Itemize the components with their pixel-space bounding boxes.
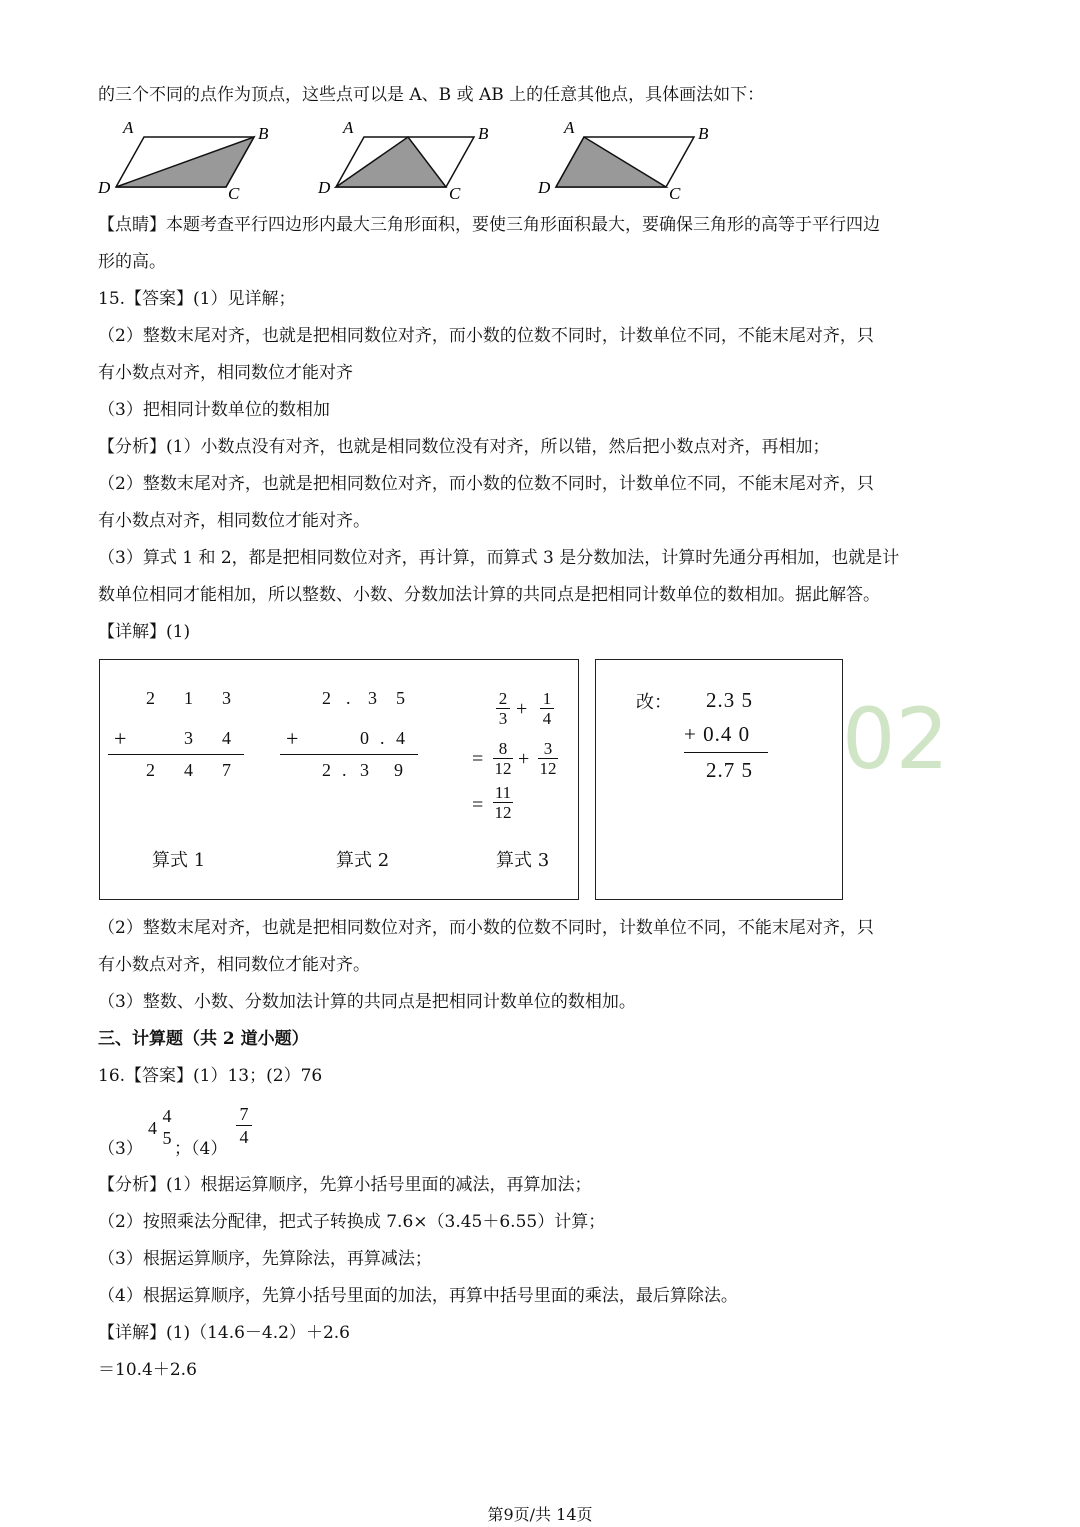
answer-prefix: （3） [98, 1139, 143, 1159]
text-line: （4）根据运算顺序，先算小括号里面的加法，再算中括号里面的乘法，最后算除法。 [98, 1286, 738, 1306]
digit: 2 [322, 688, 331, 708]
corrected-calculation-box [595, 659, 843, 900]
label-d: D [318, 178, 331, 197]
page-footer: 第9页/共 14页 [487, 1505, 593, 1524]
parallelogram-figures [96, 115, 736, 205]
digit: 1 [184, 688, 193, 708]
label-a: A [564, 118, 575, 137]
digit: 2 [146, 688, 155, 708]
digit: 3 [368, 688, 377, 708]
fraction: 4 5 [162, 1106, 172, 1148]
text-line: （2）整数末尾对齐，也就是把相同数位对齐，而小数的位数不同时，计数单位不同，不能末尾对齐，只 [98, 474, 874, 494]
label-d: D [538, 178, 551, 197]
digit: 2 [146, 760, 155, 780]
sum-line [684, 752, 768, 753]
fraction: 1 4 [540, 690, 554, 727]
watermark: 02 [842, 690, 949, 788]
digit: 0 [360, 728, 369, 748]
digit: 2 [322, 760, 331, 780]
fraction: 11 12 [494, 783, 512, 822]
caption: 算式 2 [336, 850, 390, 871]
equals-sign: = [472, 794, 484, 816]
label-d: D [98, 178, 111, 197]
digit: . [380, 728, 385, 748]
corrected-row: 2.3 5 [706, 688, 753, 712]
digit: . [342, 760, 347, 780]
corrected-row: + 0.4 0 [684, 722, 751, 746]
text-line: 【详解】(1)（14.6－4.2）＋2.6 [98, 1323, 351, 1343]
label-a: A [343, 118, 354, 137]
digit: 5 [396, 688, 405, 708]
caption: 算式 3 [496, 850, 550, 871]
label-b: B [258, 124, 269, 143]
label-c: C [669, 184, 681, 203]
sum-line [108, 754, 244, 755]
digit: 4 [396, 728, 405, 748]
calculation-box [99, 659, 579, 900]
plus-sign: + [516, 698, 528, 720]
figure-1 [97, 118, 269, 203]
text-line: （2）按照乘法分配律，把式子转换成 7.6×（3.45＋6.55）计算； [98, 1212, 606, 1232]
corrected-row: 2.7 5 [706, 758, 753, 782]
fraction: 3 12 [539, 739, 557, 778]
text-line: （3）根据运算顺序，先算除法，再算减法； [98, 1249, 432, 1269]
text-line: （3）算式 1 和 2，都是把相同数位对齐，再计算，而算式 3 是分数加法，计算时先通分再相加，也就是计 [98, 548, 900, 568]
label-b: B [698, 124, 709, 143]
text-line: 【分析】(1）根据运算顺序，先算小括号里面的减法，再算加法； [98, 1175, 592, 1195]
figure-2 [317, 118, 489, 203]
digit: . [346, 688, 351, 708]
answer-separator: ；（4） [174, 1139, 228, 1159]
digit: 3 [184, 728, 193, 748]
text-line: 【点睛】本题考查平行四边形内最大三角形面积，要使三角形面积最大，要确保三角形的高等于平行四边 [98, 215, 880, 235]
plus-sign: + [518, 748, 530, 770]
digit: 9 [394, 760, 403, 780]
digit: 7 [222, 760, 231, 780]
correction-label: 改： [636, 692, 672, 713]
text-line: （3）把相同计数单位的数相加 [98, 400, 330, 420]
fraction: 7 4 [236, 1104, 252, 1147]
label-a: A [123, 118, 134, 137]
text-line: （2）整数末尾对齐，也就是把相同数位对齐，而小数的位数不同时，计数单位不同，不能末尾对齐，只 [98, 326, 874, 346]
text-line: 【分析】(1）小数点没有对齐，也就是相同数位没有对齐，所以错，然后把小数点对齐，再相加； [98, 437, 830, 457]
label-b: B [478, 124, 489, 143]
text-line: （2）整数末尾对齐，也就是把相同数位对齐，而小数的位数不同时，计数单位不同，不能末尾对齐，只 [98, 918, 874, 938]
text-line: 数单位相同才能相加，所以整数、小数、分数加法计算的共同点是把相同计数单位的数相加。据此解答。 [98, 585, 880, 605]
text-line: 的三个不同的点作为顶点，这些点可以是 A、B 或 AB 上的任意其他点，具体画法如下： [98, 85, 765, 105]
label-c: C [228, 184, 240, 203]
plus-sign: + [286, 726, 299, 751]
digit: 4 [184, 760, 193, 780]
mixed-whole: 4 [148, 1118, 157, 1138]
text-line: 15.【答案】(1）见详解； [98, 289, 296, 309]
equals-sign: = [472, 748, 484, 770]
text-line: 形的高。 [98, 252, 166, 272]
digit: 3 [222, 688, 231, 708]
plus-sign: + [114, 726, 127, 751]
caption: 算式 1 [152, 850, 206, 871]
digit: 3 [360, 760, 369, 780]
label-c: C [449, 184, 461, 203]
section-heading: 三、计算题（共 2 道小题） [98, 1029, 309, 1049]
fraction: 8 12 [494, 739, 512, 778]
text-line: （3）整数、小数、分数加法计算的共同点是把相同计数单位的数相加。 [98, 992, 636, 1012]
text-line: 有小数点对齐，相同数位才能对齐。 [98, 511, 370, 531]
text-line: 有小数点对齐，相同数位才能对齐 [98, 363, 353, 383]
fraction: 2 3 [496, 690, 510, 727]
figure-3 [537, 118, 709, 203]
text-line: 【详解】(1) [98, 622, 191, 642]
digit: 4 [222, 728, 231, 748]
text-line: ＝10.4＋2.6 [98, 1360, 197, 1380]
sum-line [280, 754, 418, 755]
text-line: 16.【答案】(1）13；(2）76 [98, 1066, 323, 1086]
text-line: 有小数点对齐，相同数位才能对齐。 [98, 955, 370, 975]
